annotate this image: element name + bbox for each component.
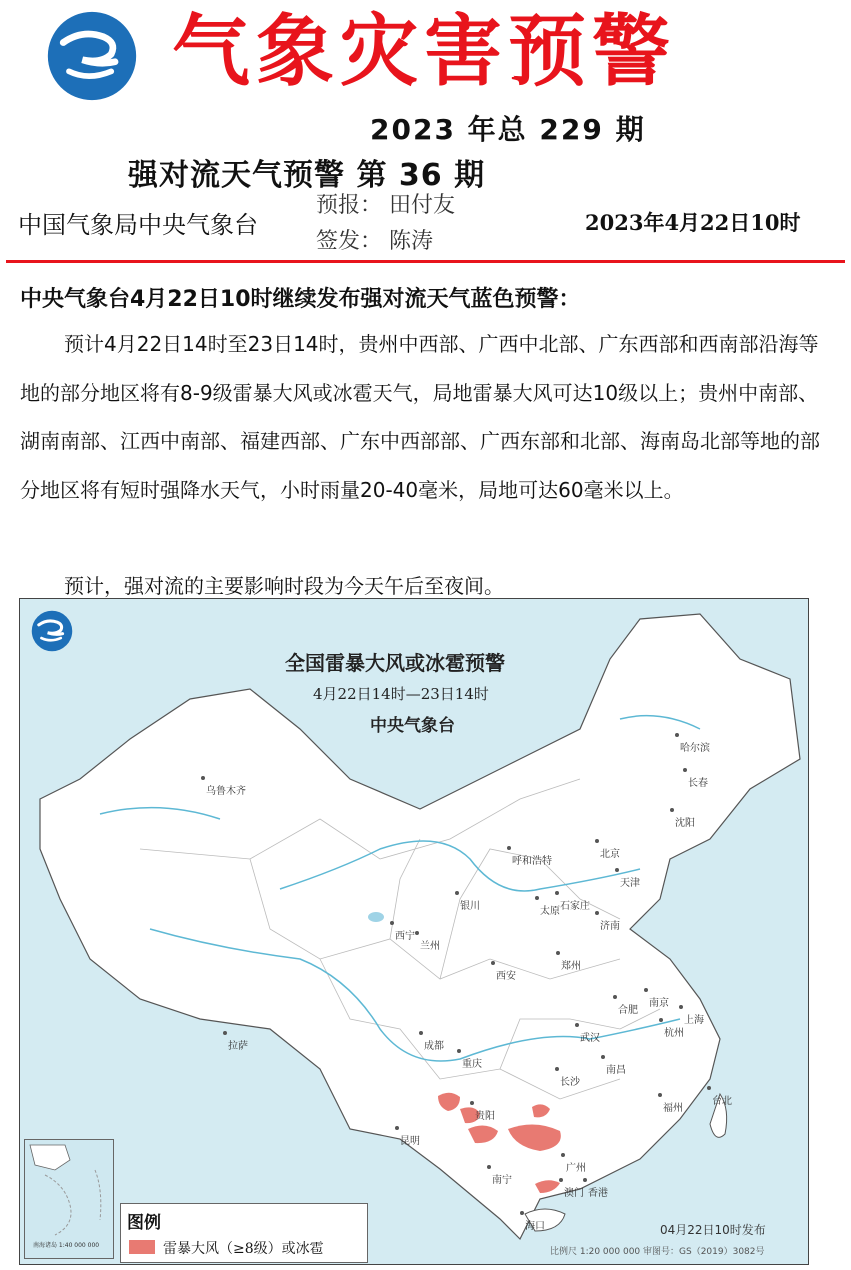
map-logo-icon [30, 609, 74, 653]
sign-block [316, 188, 455, 260]
city-label-jinan: 济南 [600, 917, 620, 932]
city-label-nanjing: 南京 [649, 994, 669, 1009]
city-label-yinchuan: 银川 [460, 897, 480, 912]
city-label-taipei: 台北 [712, 1092, 732, 1107]
city-label-haikou: 海口 [525, 1217, 545, 1232]
city-label-hongkong: 香港 [588, 1184, 608, 1199]
city-label-chongqing: 重庆 [462, 1055, 482, 1070]
city-label-urumqi: 乌鲁木齐 [206, 782, 246, 797]
issue-total-number: 2023 年总 229 期 [370, 113, 646, 146]
city-label-wuhan: 武汉 [580, 1029, 600, 1044]
inset-scale: 南海诸岛 1:40 000 000 [33, 1242, 100, 1249]
city-label-zhengzhou: 郑州 [561, 957, 581, 972]
forecaster-name: 田付友 [389, 193, 456, 218]
issue-sub-number: 强对流天气预警 第 36 期 [128, 158, 486, 193]
city-label-changsha: 长沙 [560, 1073, 580, 1088]
issue-date: 2023年4月22日10时 [585, 210, 801, 235]
city-label-beijing: 北京 [600, 845, 620, 860]
inset-map-graphic [25, 1140, 113, 1240]
city-label-fuzhou: 福州 [663, 1099, 683, 1114]
signer-label: 签发： [316, 229, 383, 254]
city-label-guangzhou: 广州 [566, 1159, 586, 1174]
map-scale: 比例尺 1:20 000 000 审图号：GS（2019）3082号 [550, 1247, 765, 1257]
city-label-shijiazhuang: 石家庄 [560, 897, 590, 912]
cma-logo-icon [44, 8, 140, 104]
city-label-hohhot: 呼和浩特 [512, 852, 552, 867]
city-label-changchun: 长春 [688, 774, 708, 789]
map-title: 全国雷暴大风或冰雹预警 [285, 651, 505, 675]
city-label-chengdu: 成都 [424, 1037, 444, 1052]
china-landmass [40, 614, 800, 1239]
city-label-tianjin: 天津 [620, 874, 640, 889]
map-agency: 中央气象台 [370, 716, 455, 736]
page-title: 气象灾害预警 [172, 6, 677, 97]
city-label-taiyuan: 太原 [540, 902, 560, 917]
city-label-nanning: 南宁 [492, 1171, 512, 1186]
city-label-lanzhou: 兰州 [420, 937, 440, 952]
city-label-macau: 澳门 [564, 1184, 584, 1199]
city-label-xian: 西安 [496, 967, 516, 982]
legend-label: 雷暴大风（≥8级）或冰雹 [163, 1241, 324, 1257]
legend-swatch [129, 1240, 155, 1254]
map-legend [120, 1203, 368, 1263]
city-label-lhasa: 拉萨 [228, 1037, 248, 1052]
city-label-hefei: 合肥 [618, 1001, 638, 1016]
city-label-kunming: 昆明 [400, 1132, 420, 1147]
map-published-time: 04月22日10时发布 [660, 1223, 766, 1237]
city-label-shanghai: 上海 [684, 1011, 704, 1026]
south-china-sea-inset [24, 1139, 114, 1259]
city-label-nanchang: 南昌 [606, 1061, 626, 1076]
forecast-paragraph-text: 预计4月22日14时至23日14时，贵州中西部、广西中北部、广东西部和西南部沿海等地的部分地区将有8-9级雷暴大风或冰雹天气，局地雷暴大风可达10级以上；贵州中南部、湖南南部、江西中南部、福建西部、广东中西部部、广西东部和北部、海南岛北部等地的部分地区将有短时强降水天气，小时雨量20-40毫米，局地可达60毫米以上。 [20, 332, 820, 502]
timing-paragraph-text: 预计，强对流的主要影响时段为今天午后至夜间。 [64, 574, 504, 598]
city-label-hangzhou: 杭州 [664, 1024, 684, 1039]
legend-title: 图例 [127, 1213, 161, 1233]
warning-headline: 中央气象台4月22日10时继续发布强对流天气蓝色预警： [20, 287, 581, 312]
forecaster-label: 预报： [316, 193, 383, 218]
warning-map [19, 598, 809, 1265]
city-label-harbin: 哈尔滨 [680, 739, 710, 754]
map-period: 4月22日14时—23日14时 [313, 685, 489, 703]
forecast-paragraph [20, 320, 830, 514]
city-label-guiyang: 贵阳 [475, 1107, 495, 1122]
signer-name: 陈涛 [389, 229, 434, 254]
city-label-shenyang: 沈阳 [675, 814, 695, 829]
header-divider [6, 260, 845, 263]
city-label-xining: 西宁 [395, 927, 415, 942]
issuing-agency: 中国气象局中央气象台 [18, 211, 258, 239]
